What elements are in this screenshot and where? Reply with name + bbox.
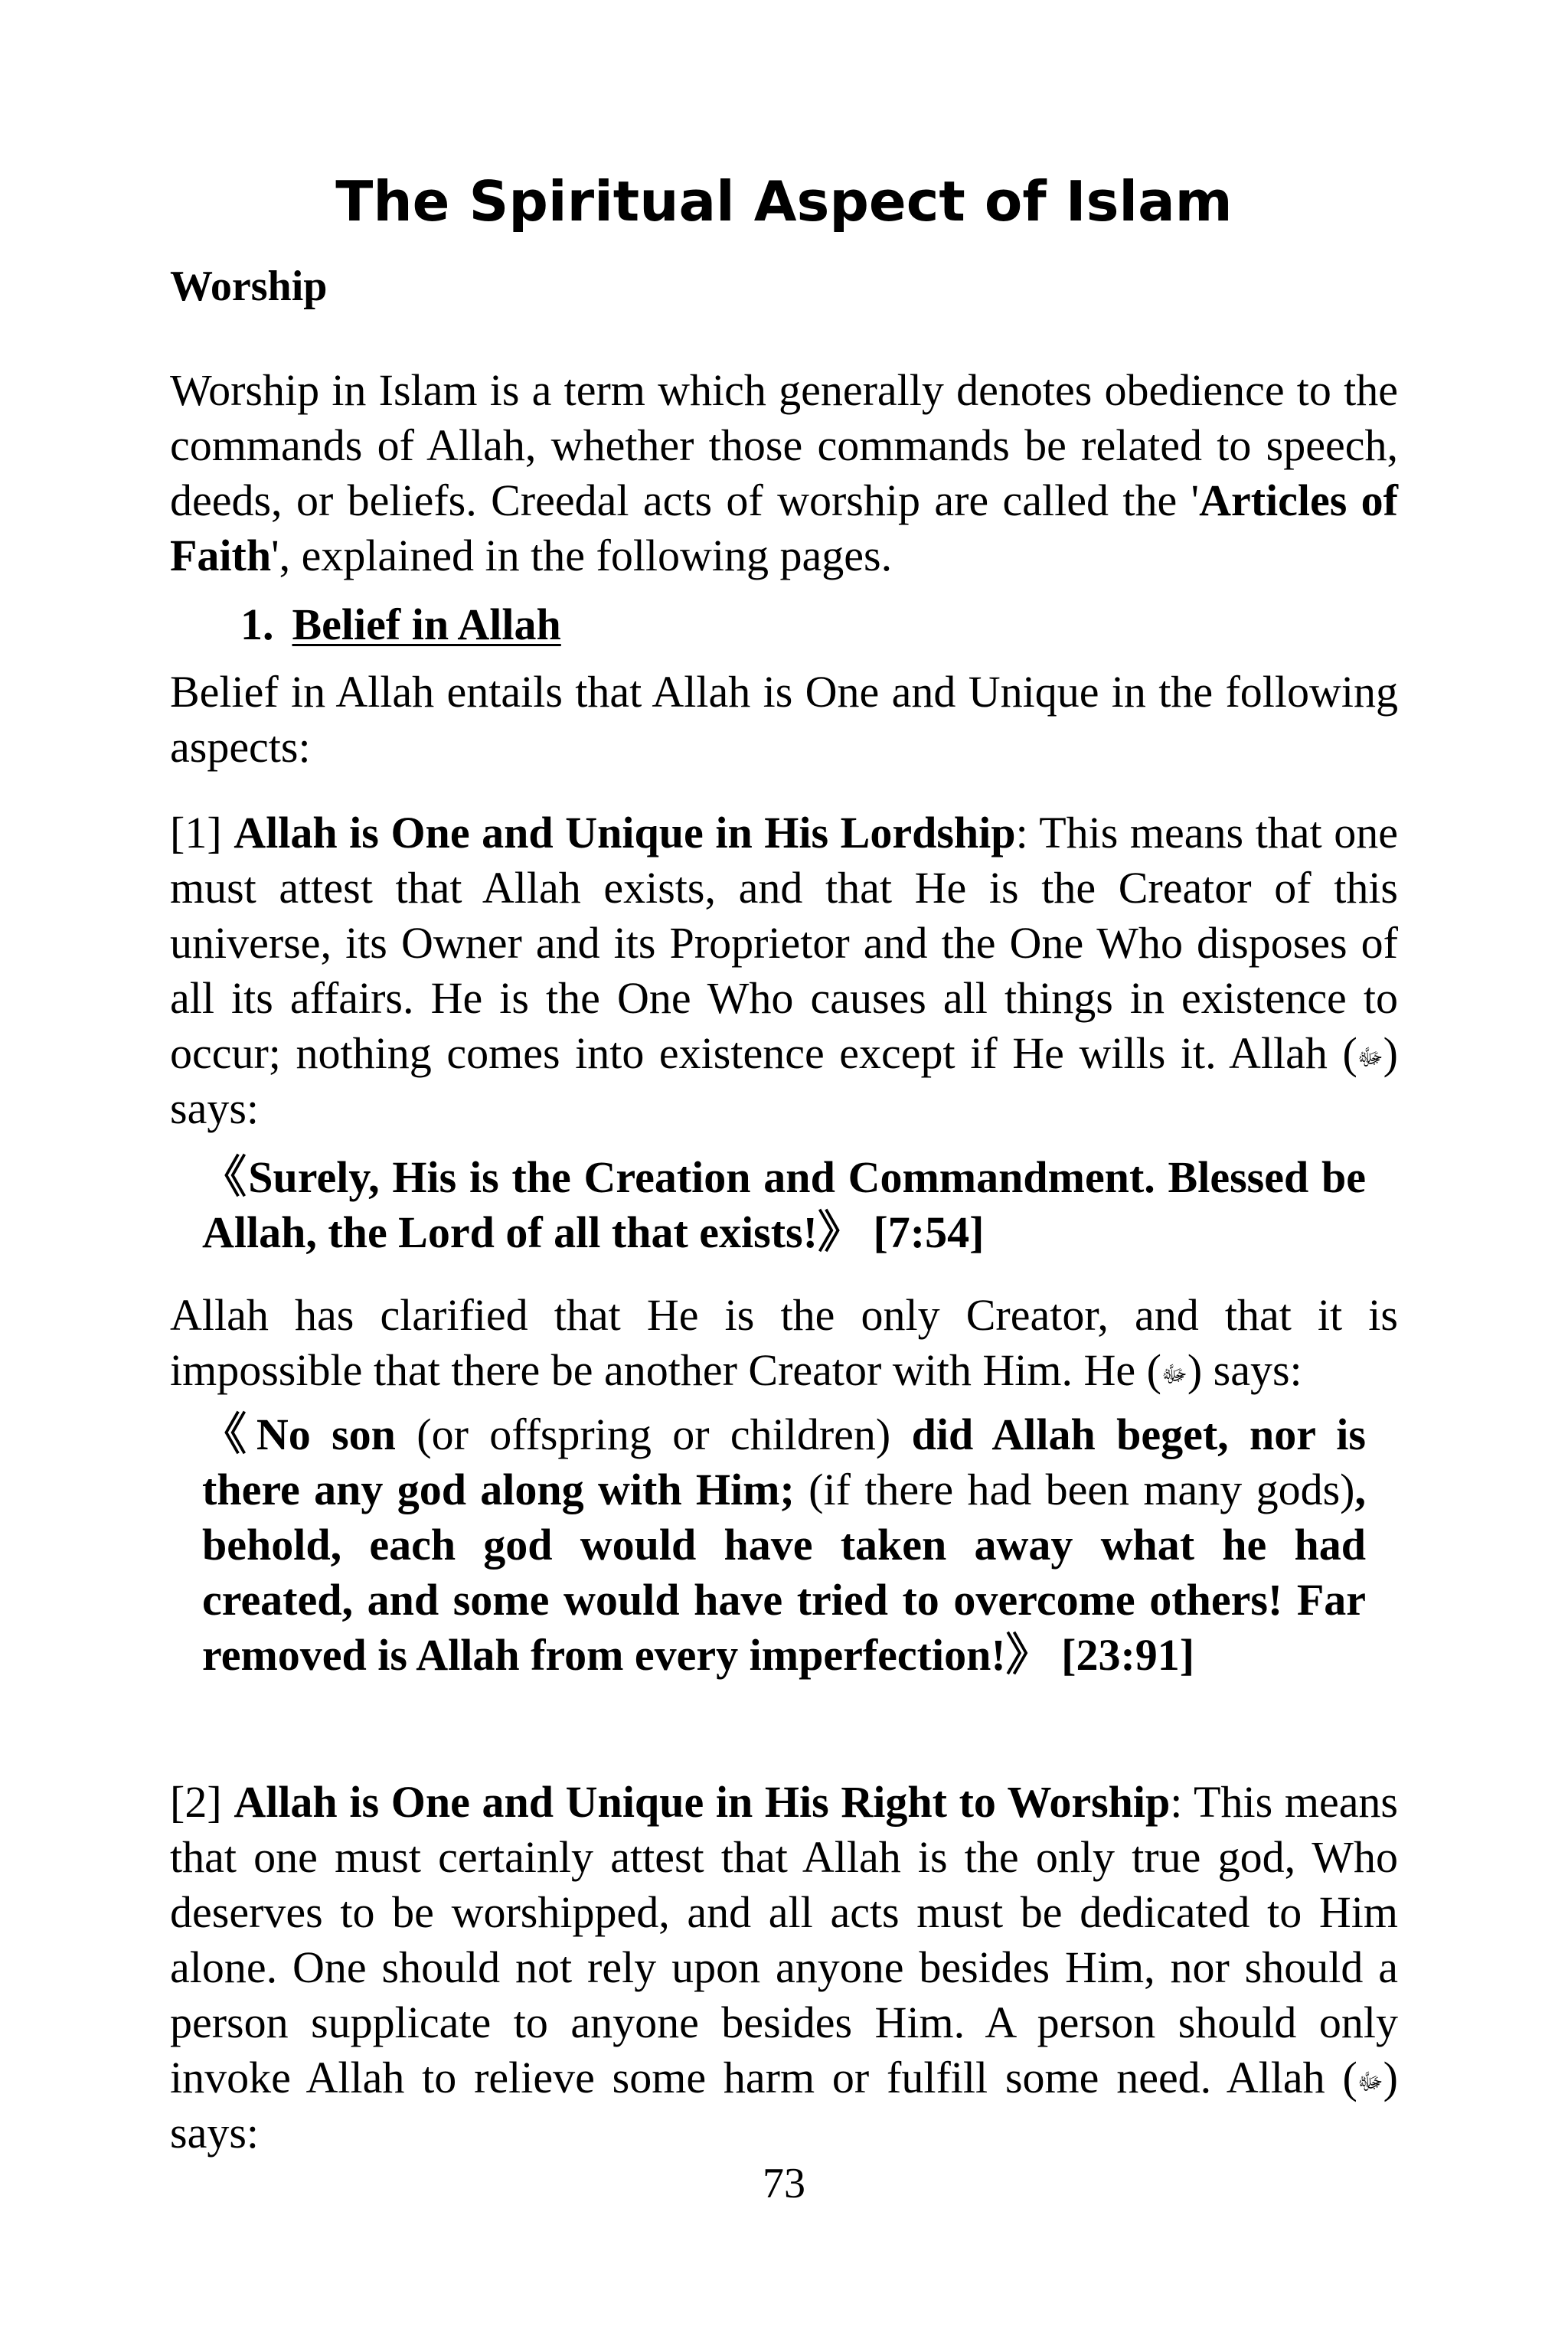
close-bracket-icon: 》 [817, 1207, 862, 1257]
open-bracket-icon: 《 [202, 1410, 256, 1459]
quran-quote-2 [202, 1407, 1366, 1683]
page-title: The Spiritual Aspect of Islam [335, 169, 1233, 234]
clarification-text: Allah has clarified that He is the only Creator, and that it is impossible that there be another Creator with Him. He ( [170, 1290, 1398, 1395]
intro-bold-term: Articles of Faith [170, 475, 1398, 580]
quote-1-reference: [7:54] [861, 1207, 985, 1257]
intro-paragraph [170, 363, 1398, 583]
intro-text-2: ', explained in the following pages. [271, 531, 893, 580]
intro-text-1: Worship in Islam is a term which generally denotes obedience to the commands of Allah, whether those commands be related to speech, deeds, or beliefs. Creedal acts of worship are called the ' [170, 365, 1398, 525]
list-item-heading [240, 597, 561, 652]
honorific-seal-icon: ﷻ [1357, 1044, 1383, 1070]
close-bracket-icon: 》 [1005, 1630, 1050, 1680]
point-2-text-end: ) says: [170, 2053, 1398, 2158]
list-item-number: 1. [240, 599, 274, 649]
point-2-paragraph [170, 1775, 1398, 2161]
open-bracket-icon: 《 [202, 1152, 249, 1202]
quote-2-bold-2: did Allah beget, nor is there any god along with Him; [202, 1410, 1366, 1514]
point-1-marker: [1] [170, 808, 234, 858]
point-2-text: This means that one must certainly attest that Allah is the only true god, Who deserves to be worshipped, and all acts must be dedicated to Him alone. One should not rely upon anyone besides Him, nor should a person supplicate to anyone besides Him. A person should only invoke Allah to relieve some harm or fulfill some need. Allah ( [170, 1777, 1399, 2102]
page-number: 73 [763, 2160, 805, 2207]
quote-2-normal-2: (if there had been many gods) [794, 1465, 1355, 1514]
quote-2-normal-1: (or offspring or children) [395, 1410, 912, 1459]
point-1-heading: Allah is One and Unique in His Lordship [234, 808, 1016, 858]
point-1-text: This means that one must attest that Allah exists, and that He is the Creator of this universe, its Owner and its Proprietor and the One Who disposes of all its affairs. He is the One Who causes all things in existence to occur; nothing comes into existence except if He wills it. Allah ( [170, 808, 1398, 1078]
quote-2-bold-1: No son [256, 1410, 396, 1459]
point-2-heading: Allah is One and Unique in His Right to Worship [234, 1777, 1171, 1827]
clarification-text-end: ) says: [1187, 1345, 1302, 1395]
point-1-text-end: ) says: [170, 1028, 1398, 1133]
belief-intro-paragraph: Belief in Allah entails that Allah is One and Unique in the following aspects: [170, 667, 1398, 772]
point-1-colon: : [1015, 808, 1040, 858]
point-2-marker: [2] [170, 1777, 234, 1827]
quote-2-bold-3: , behold, each god would have taken away what he had created, and some would have tried to overcome others! Far removed is Allah from every imperfection! [202, 1465, 1366, 1680]
clarification-paragraph [170, 1288, 1398, 1398]
quran-quote-1 [202, 1150, 1366, 1260]
honorific-seal-icon: ﷻ [1357, 2069, 1383, 2095]
quote-1-text: Surely, His is the Creation and Commandment. Blessed be Allah, the Lord of all that exists! [202, 1152, 1366, 1257]
section-heading: Worship [170, 263, 328, 310]
point-2-colon: : [1170, 1777, 1194, 1827]
list-item-title: Belief in Allah [292, 599, 561, 649]
point-1-paragraph [170, 805, 1398, 1136]
honorific-seal-icon: ﷻ [1161, 1361, 1187, 1387]
quote-2-reference: [23:91] [1050, 1630, 1195, 1680]
